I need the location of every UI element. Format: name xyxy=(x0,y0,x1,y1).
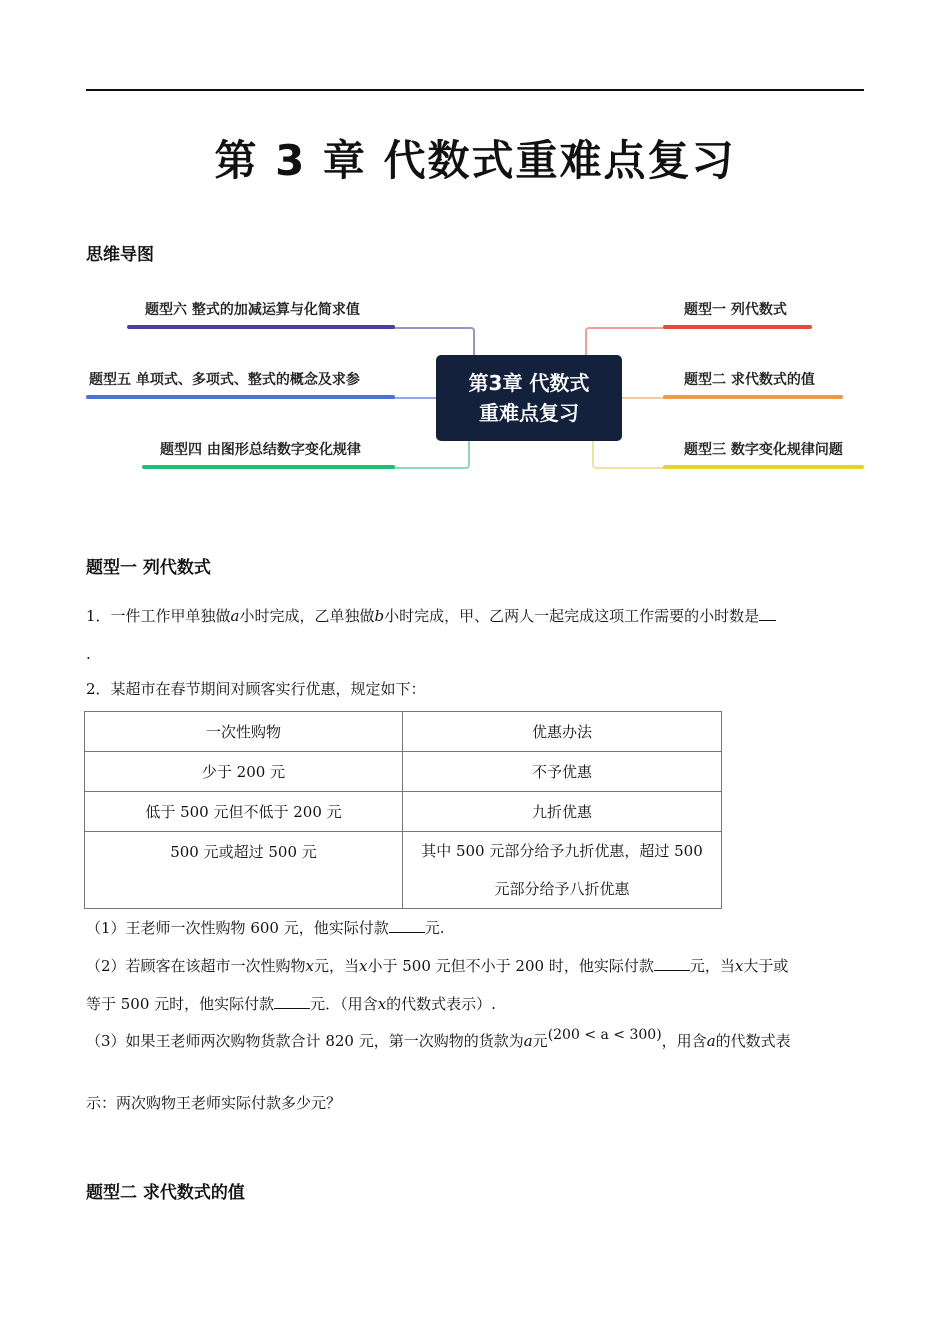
top-rule xyxy=(86,89,864,91)
q1-var-b: b xyxy=(374,607,385,625)
mindmap-item-type3: 题型三 数字变化规律问题 xyxy=(684,442,843,458)
q1-text-a: 1．一件工作甲单独做 xyxy=(86,607,231,625)
branch-line-type1 xyxy=(663,325,812,329)
table-row xyxy=(85,832,722,909)
sub2-var-x: x xyxy=(377,995,387,1013)
sub-question-3-line1 xyxy=(86,1027,866,1052)
connector-t4 xyxy=(393,441,470,469)
table-header-cell: 优惠办法 xyxy=(403,712,722,752)
mindmap-item-type6: 题型六 整式的加减运算与化简求值 xyxy=(145,302,360,318)
sub3-condition: (200 < a < 300) xyxy=(547,1027,662,1043)
section-heading-type1: 题型一 列代数式 xyxy=(86,558,211,578)
connector-t1 xyxy=(585,327,667,357)
q1-var-a: a xyxy=(230,607,240,625)
mindmap-heading: 思维导图 xyxy=(86,245,154,265)
table-cell: 500 元或超过 500 元 xyxy=(85,832,403,909)
answer-blank[interactable] xyxy=(274,992,310,1009)
branch-line-type5 xyxy=(86,395,395,399)
connector-t5 xyxy=(393,397,436,399)
table-row xyxy=(85,792,722,832)
sub2-var-x: x xyxy=(359,957,368,975)
table-cell-line-1: 其中 500 元部分给予九折优惠，超过 500 xyxy=(421,842,703,860)
sub3-text-b: 元 xyxy=(532,1032,548,1050)
sub2-var-x: x xyxy=(305,957,315,975)
mindmap-center-node xyxy=(436,355,622,441)
table-cell: 低于 500 元但不低于 200 元 xyxy=(85,792,403,832)
sub2-text-f: 等于 500 元时，他实际付款 xyxy=(86,995,275,1013)
q1-text-b: 小时完成，乙单独做 xyxy=(239,607,375,625)
sub-question-3-line2: 示：两次购物王老师实际付款多少元？ xyxy=(86,1094,342,1112)
question-2-intro: 2．某超市在春节期间对顾客实行优惠，规定如下： xyxy=(86,680,426,698)
answer-blank[interactable] xyxy=(389,916,425,933)
q1-text-c: 小时完成，甲、乙两人一起完成这项工作需要的小时数是 xyxy=(384,607,760,625)
mindmap-item-type5: 题型五 单项式、多项式、整式的概念及求参 xyxy=(89,372,360,388)
table-cell-line-2: 元部分给予八折优惠 xyxy=(494,880,630,898)
branch-line-type2 xyxy=(663,395,843,399)
sub3-var-a: a xyxy=(706,1032,716,1050)
sub2-text-a: （2）若顾客在该超市一次性购物 xyxy=(86,957,306,975)
page-title: 第 3 章 代数式重难点复习 xyxy=(214,136,736,185)
branch-line-type3 xyxy=(663,465,864,469)
mindmap-item-type4: 题型四 由图形总结数字变化规律 xyxy=(160,442,361,458)
sub3-text-c: ，用含 xyxy=(661,1032,707,1050)
table-cell: 少于 200 元 xyxy=(85,752,403,792)
sub3-text-a: （3）如果王老师两次购物货款合计 820 元，第一次购物的货款为 xyxy=(86,1032,524,1050)
sub2-text-c: 小于 500 元但不小于 200 时，他实际付款 xyxy=(367,957,654,975)
question-1-end: . xyxy=(86,645,91,663)
sub-question-1 xyxy=(86,916,866,938)
branch-line-type4 xyxy=(142,465,395,469)
table-cell: 不予优惠 xyxy=(403,752,722,792)
sub3-text-d: 的代数式表 xyxy=(715,1032,791,1050)
connector-t6 xyxy=(393,327,475,357)
mindmap-item-type1: 题型一 列代数式 xyxy=(684,302,787,318)
connector-t3 xyxy=(592,441,667,469)
table-row xyxy=(85,752,722,792)
sub1-text-a: （1）王老师一次性购物 600 元，他实际付款 xyxy=(86,919,389,937)
sub3-var-a: a xyxy=(523,1032,533,1050)
sub2-text-e: 大于或 xyxy=(743,957,789,975)
question-1 xyxy=(86,604,866,626)
branch-line-type6 xyxy=(127,325,395,329)
center-line-1: 第3章 代数式 xyxy=(468,371,590,395)
table-header-cell: 一次性购物 xyxy=(85,712,403,752)
table-cell: 九折优惠 xyxy=(403,792,722,832)
sub2-text-h: 的代数式表示）. xyxy=(386,995,496,1013)
mindmap-item-type2: 题型二 求代数式的值 xyxy=(684,372,815,388)
section-heading-type2: 题型二 求代数式的值 xyxy=(86,1183,245,1203)
sub2-text-b: 元，当 xyxy=(314,957,360,975)
center-line-2: 重难点复习 xyxy=(479,401,579,425)
table-header-row xyxy=(85,712,722,752)
table-cell xyxy=(403,832,722,909)
sub-question-2-line1 xyxy=(86,954,866,976)
answer-blank[interactable] xyxy=(654,954,690,971)
sub1-text-b: 元. xyxy=(424,919,445,937)
answer-blank[interactable] xyxy=(759,604,776,621)
sub2-text-d: 元，当 xyxy=(689,957,735,975)
sub-question-2-line2 xyxy=(86,992,866,1014)
discount-table xyxy=(84,711,722,909)
sub2-var-x: x xyxy=(734,957,744,975)
sub2-text-g: 元．（用含 xyxy=(310,995,378,1013)
connector-t2 xyxy=(622,397,665,399)
